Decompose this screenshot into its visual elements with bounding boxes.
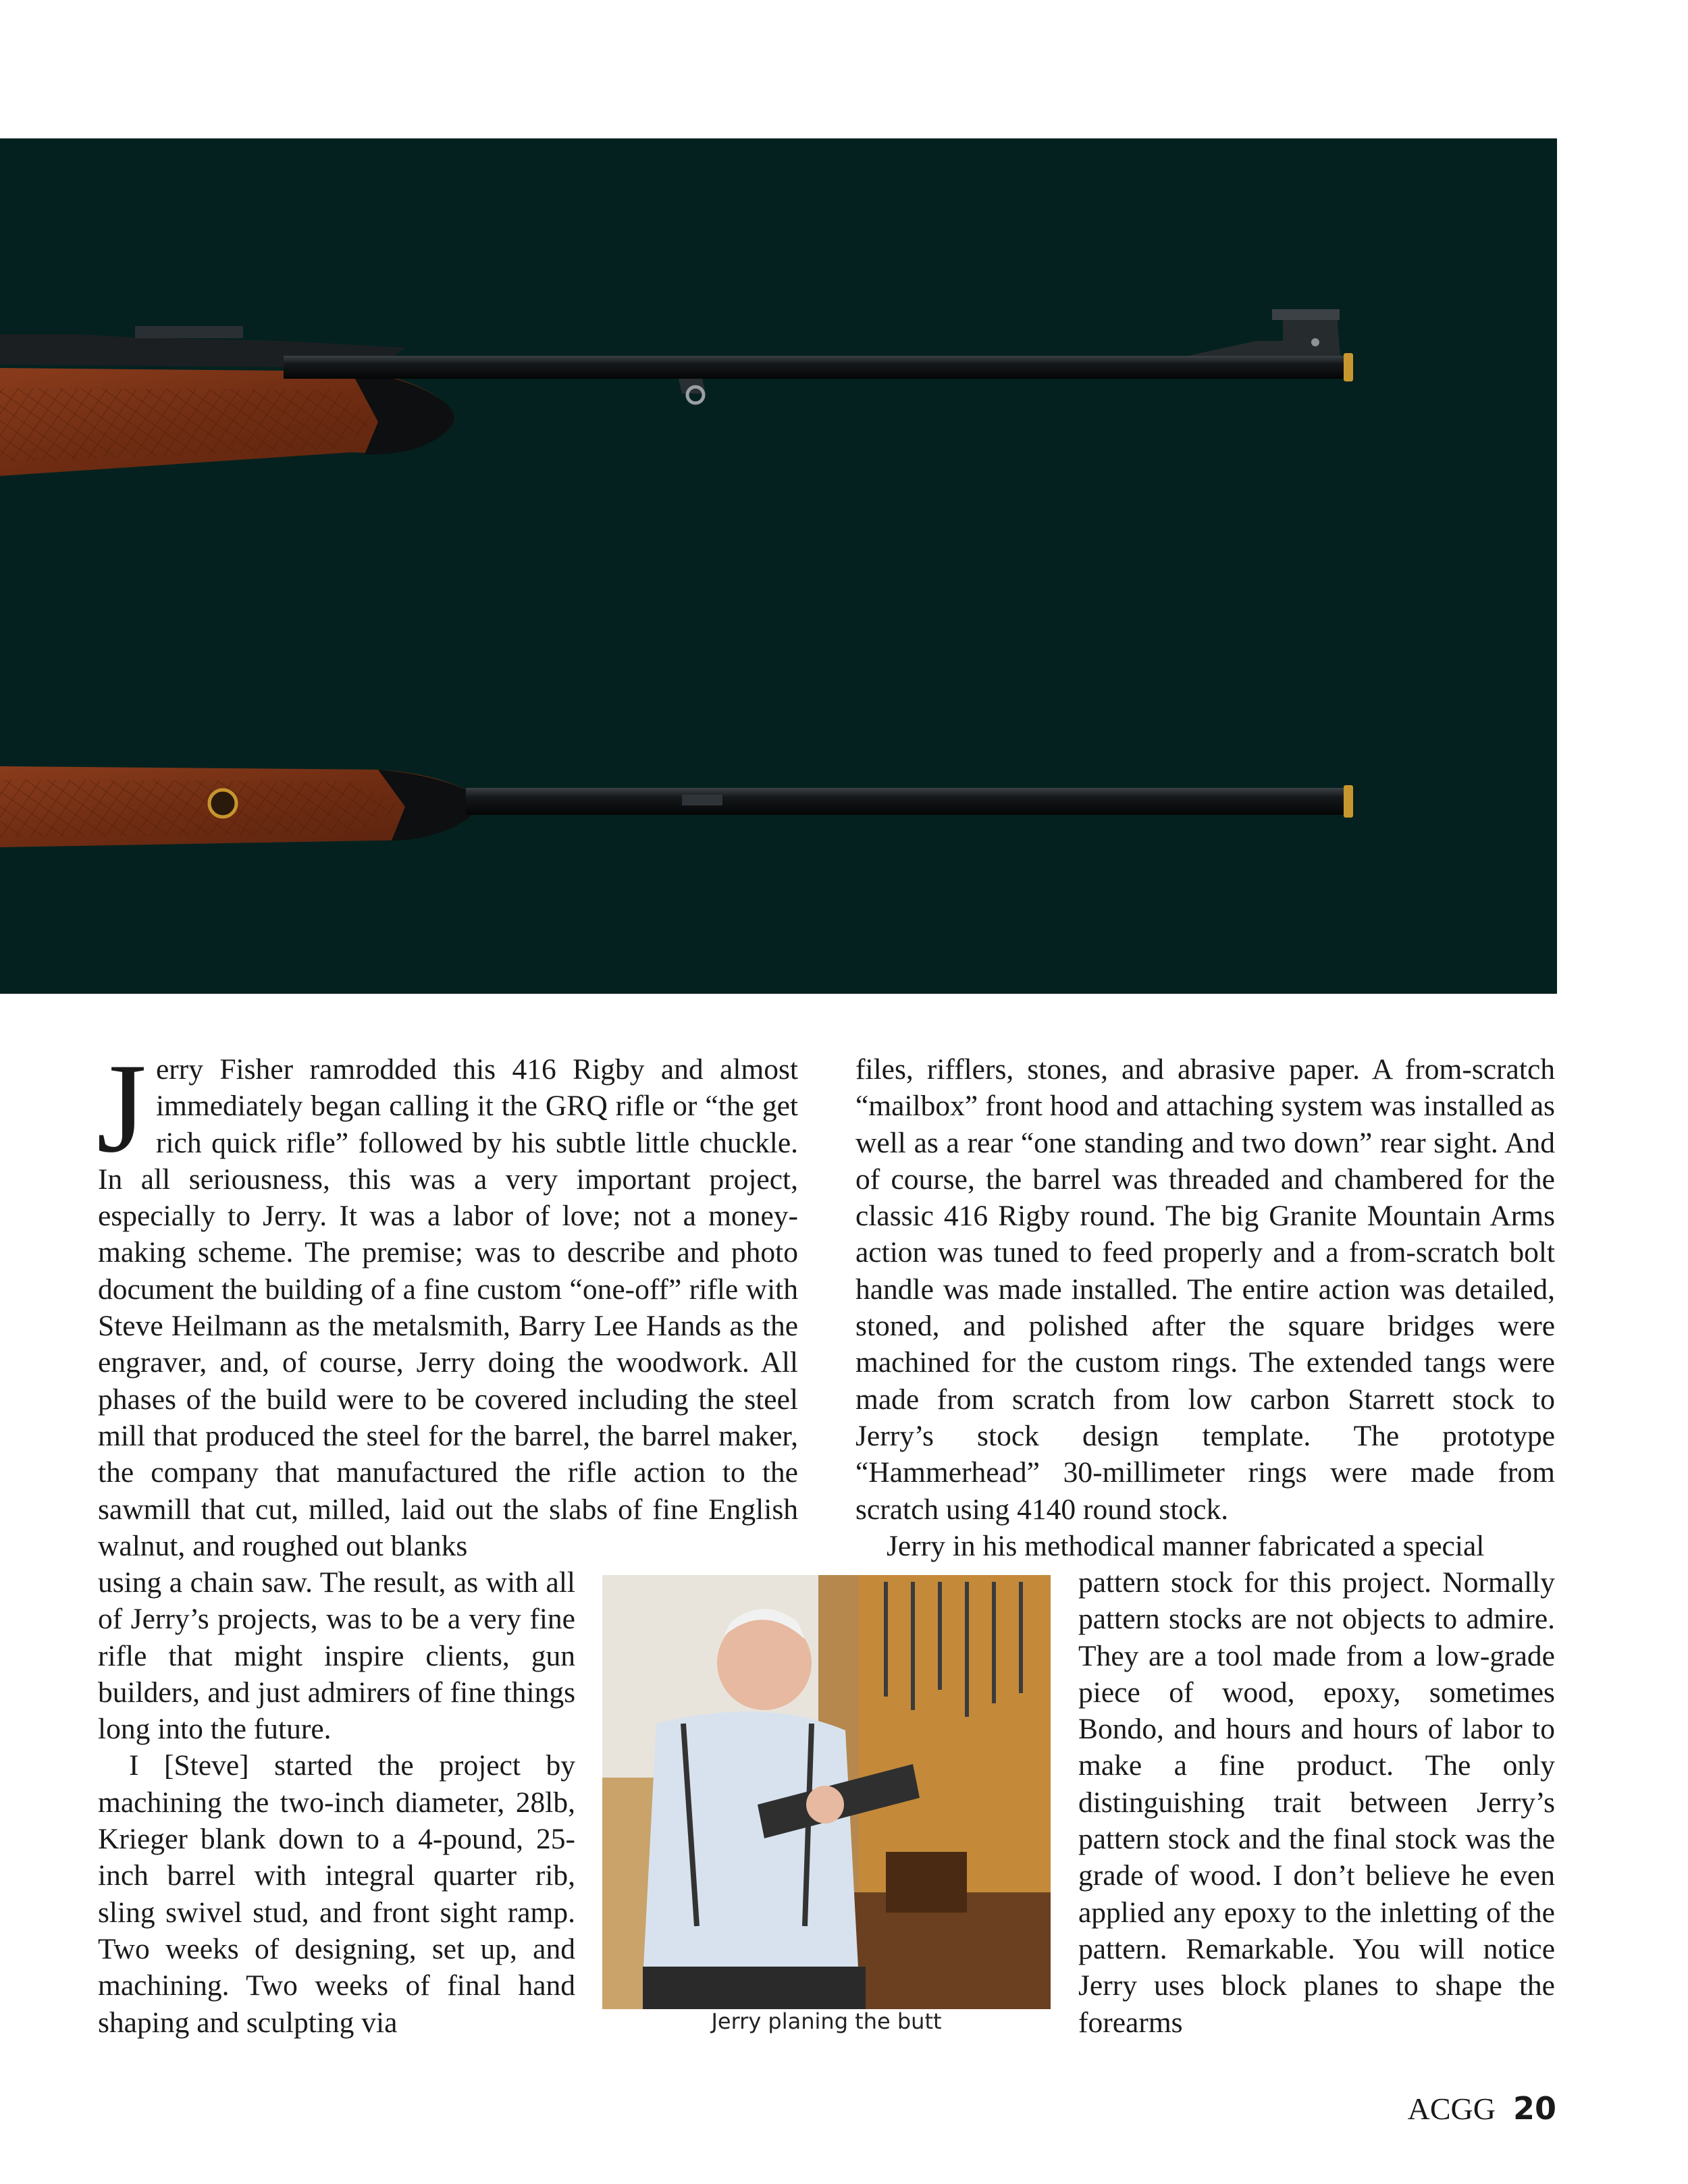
page-footer <box>1408 2090 1556 2127</box>
article-left-column <box>97 1038 798 1564</box>
jerry-planing-photo <box>602 1575 1051 2009</box>
lower-rifle <box>0 766 1353 847</box>
workshop-illustration <box>602 1575 1051 2009</box>
article-paragraph-2: I [Steve] started the project by machining the two-inch diameter, 28lb, Krieger blank down to a 4-pound, 25-inch barrel with integral quarter rib, sling swivel stud, and front sight ramp. Two weeks of designing, set up, and machining. Two weeks of final hand shaping and sculpting via <box>98 1749 575 2039</box>
photo-caption: Jerry planing the butt <box>711 2008 942 2034</box>
magazine-name: ACGG <box>1407 2092 1496 2126</box>
page-number: 20 <box>1512 2090 1556 2127</box>
article-right-column <box>855 1051 1555 1564</box>
article-left-column-lower <box>98 1564 575 2041</box>
rifle-illustration <box>0 138 1557 994</box>
upper-rifle <box>0 309 1353 476</box>
article-paragraph-4-continued: pattern stock for this project. Normally pattern stocks are not objects to admire. They are a tool made from a low-grade piece of wood, epoxy, sometimes Bondo, and hours and hours of labor to make a fine product. The only distinguishing trait between Jerry’s pattern stock and the final stock was the grade of wood. I don’t believe he even applied any epoxy to the inletting of the pattern. Remarkable. You will notice Jerry uses block planes to shape the forearms <box>1078 1566 1555 2039</box>
hero-rifle-photo <box>0 138 1557 994</box>
article-paragraph-4: Jerry in his methodical manner fabricated a special <box>887 1529 1485 1562</box>
article-right-column-lower <box>1078 1564 1555 2041</box>
article-paragraph-3: files, rifflers, stones, and abrasive paper. A from-scratch “mailbox” front hood and attaching system was installed as well as a rear “one standing and two down” rear sight. And of course, the barrel was threaded and chambered for the classic 416 Rigby round. The big Granite Mountain Arms action was tuned to feed properly and a from-scratch bolt handle was made installed. The entire action was detailed, stoned, and polished after the square bridges were machined for the custom rings. The extended tangs were made from scratch from low carbon Starrett stock to Jerry’s stock design template. The prototype “Hammerhead” 30-millimeter rings were made from scratch using 4140 round stock. <box>855 1053 1555 1526</box>
article-paragraph-1-continued: using a chain saw. The result, as with all of Jerry’s projects, was to be a very fine rifle that might inspire clients, gun builders, and just admirers of fine things long into the future. <box>98 1566 575 1746</box>
article-paragraph-1: erry Fisher ramrodded this 416 Rigby and almost immediately began calling it the GRQ rifle or “the get rich quick rifle” followed by his subtle little chuckle. In all seriousness, this was a very important project, especially to Jerry. It was a labor of love; not a money-making scheme. The premise; was to describe and photo document the building of a fine custom “one-off” rifle with Steve Heilmann as the metalsmith, Barry Lee Hands as the engraver, and, of course, Jerry doing the woodwork. All phases of the build were to be covered including the steel mill that produced the steel for the barrel, the barrel maker, the company that manufactured the rifle action to the sawmill that cut, milled, laid out the slabs of fine English walnut, and roughed out blanks <box>98 1053 798 1562</box>
drop-cap: J <box>97 1038 147 1179</box>
